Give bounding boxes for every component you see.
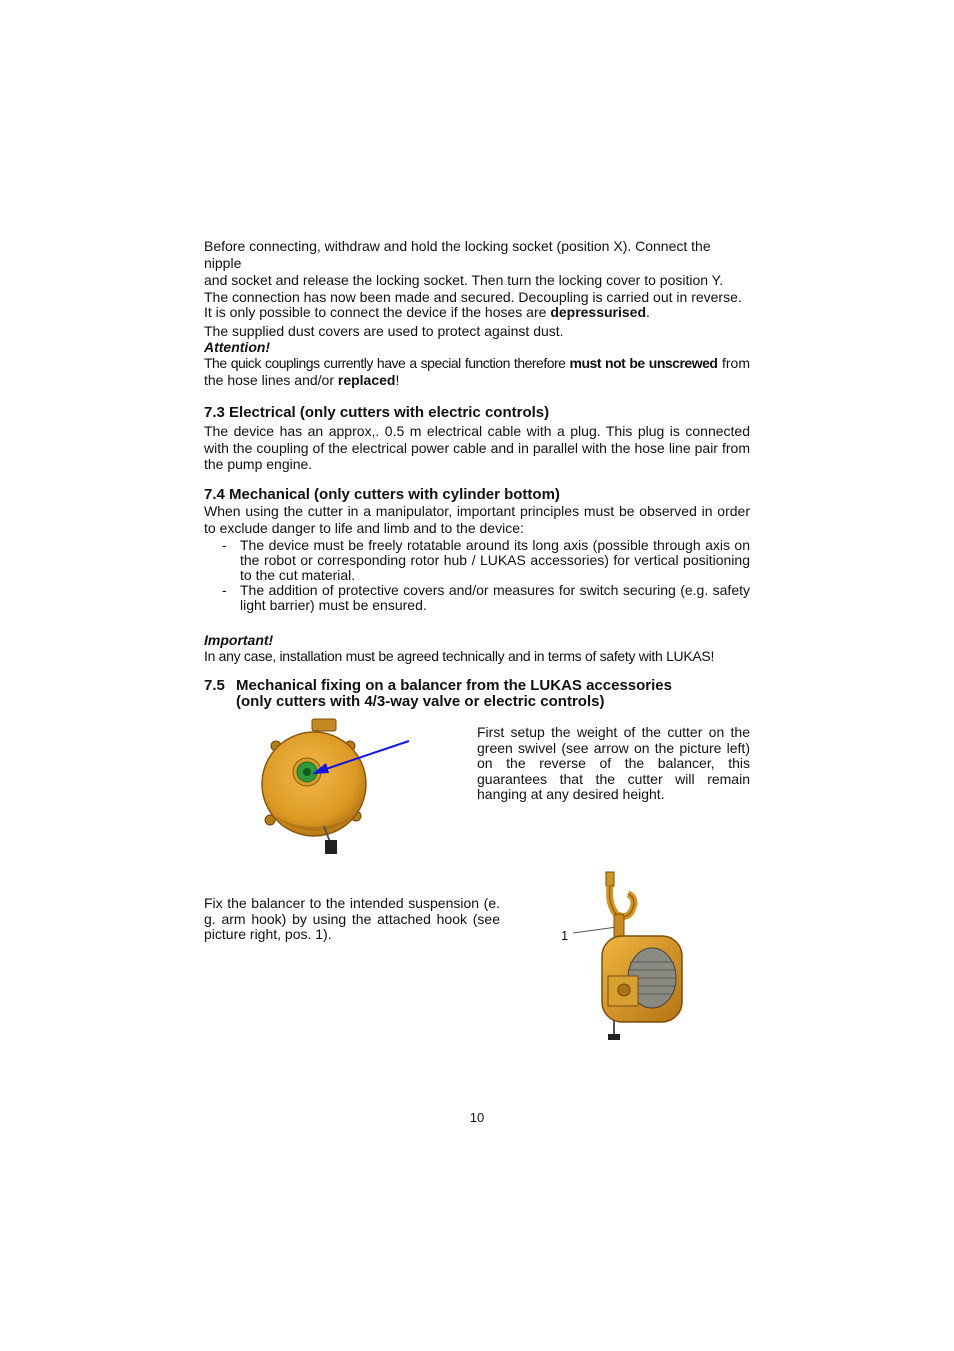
section-7-5-text-1: First setup the weight of the cutter on the green swivel (see arrow on the picture left) on the reverse of the balancer, this guarantees that the cutter will remain hanging at any desired height. — [477, 724, 750, 802]
page-number: 10 — [469, 1110, 485, 1125]
attention-text-part: from the hose lines and/or — [204, 355, 750, 388]
must-not-be-unscrewed-emphasis: must not be unscrewed — [569, 355, 718, 371]
intro-paragraph — [204, 238, 750, 339]
intro-text: . — [646, 304, 650, 320]
important-note — [204, 632, 750, 665]
attention-text — [204, 355, 750, 389]
intro-line: The connection has now been made and secured. Decoupling is carried out in reverse. — [204, 288, 742, 305]
section-7-5-title-line2: (only cutters with 4/3-way valve or electric controls) — [236, 693, 605, 710]
section-7-5-title-line1: Mechanical fixing on a balancer from the LUKAS accessories — [236, 677, 672, 694]
section-7-3 — [204, 405, 750, 473]
list-item-text: The device must be freely rotatable around its long axis (possible through axis on the robot or corresponding rotor hub / LUKAS accessories) for vertical positioning to the cut material. — [240, 537, 750, 583]
section-7-5-number: 7.5 — [204, 677, 225, 694]
section-7-3-text: The device has an approx,. 0.5 m electrical cable with a plug. This plug is connected with the coupling of the electrical power cable and in parallel with the hose line pair from the pump engine. — [204, 423, 750, 472]
attention-heading: Attention! — [204, 339, 271, 355]
list-dash: - — [222, 537, 227, 553]
section-7-5-text-2-block — [204, 896, 500, 943]
intro-text: It is only possible to connect the device if the hoses are — [204, 304, 551, 320]
intro-line — [204, 304, 750, 321]
balancer-back-illustration — [254, 716, 419, 858]
section-7-5-text-1-block — [477, 725, 750, 803]
attention-text-part: The quick couplings currently have a special function therefore — [204, 355, 570, 371]
section-7-4-heading: 7.4 Mechanical (only cutters with cylinder bottom) — [204, 486, 560, 503]
section-7-5-text-2: Fix the balancer to the intended suspension (e. g. arm hook) by using the attached hook (see picture right, pos. 1). — [204, 895, 500, 942]
intro-line: The supplied dust covers are used to protect against dust. — [204, 322, 564, 339]
section-7-4 — [204, 487, 750, 613]
section-7-3-heading: 7.3 Electrical (only cutters with electric controls) — [204, 404, 550, 421]
replaced-emphasis: replaced — [337, 372, 396, 388]
section-7-5-heading — [204, 678, 764, 710]
list-item — [204, 583, 750, 613]
depressurised-emphasis: depressurised — [550, 304, 647, 320]
list-item-text: The addition of protective covers and/or measures for switch securing (e.g. safety light barrier) must be ensured. — [240, 582, 750, 613]
section-7-4-text: When using the cutter in a manipulator, important principles must be observed in order to exclude danger to life and limb and to the device: — [204, 503, 750, 536]
section-7-4-list — [204, 538, 750, 613]
important-heading: Important! — [204, 632, 274, 648]
intro-line: Before connecting, withdraw and hold the locking socket (position X). Connect the nipple — [204, 238, 711, 271]
important-text: In any case, installation must be agreed technically and in terms of safety with LUKAS! — [204, 648, 715, 664]
list-dash: - — [222, 582, 227, 598]
attention-text-part: ! — [395, 372, 400, 388]
attention-note — [204, 339, 750, 389]
section-7-5-title — [204, 678, 764, 710]
balancer-hook-illustration — [594, 870, 690, 1042]
intro-line: and socket and release the locking socket. Then turn the locking cover to position Y. — [204, 272, 724, 288]
callout-number: 1 — [561, 928, 569, 943]
list-item — [204, 538, 750, 583]
